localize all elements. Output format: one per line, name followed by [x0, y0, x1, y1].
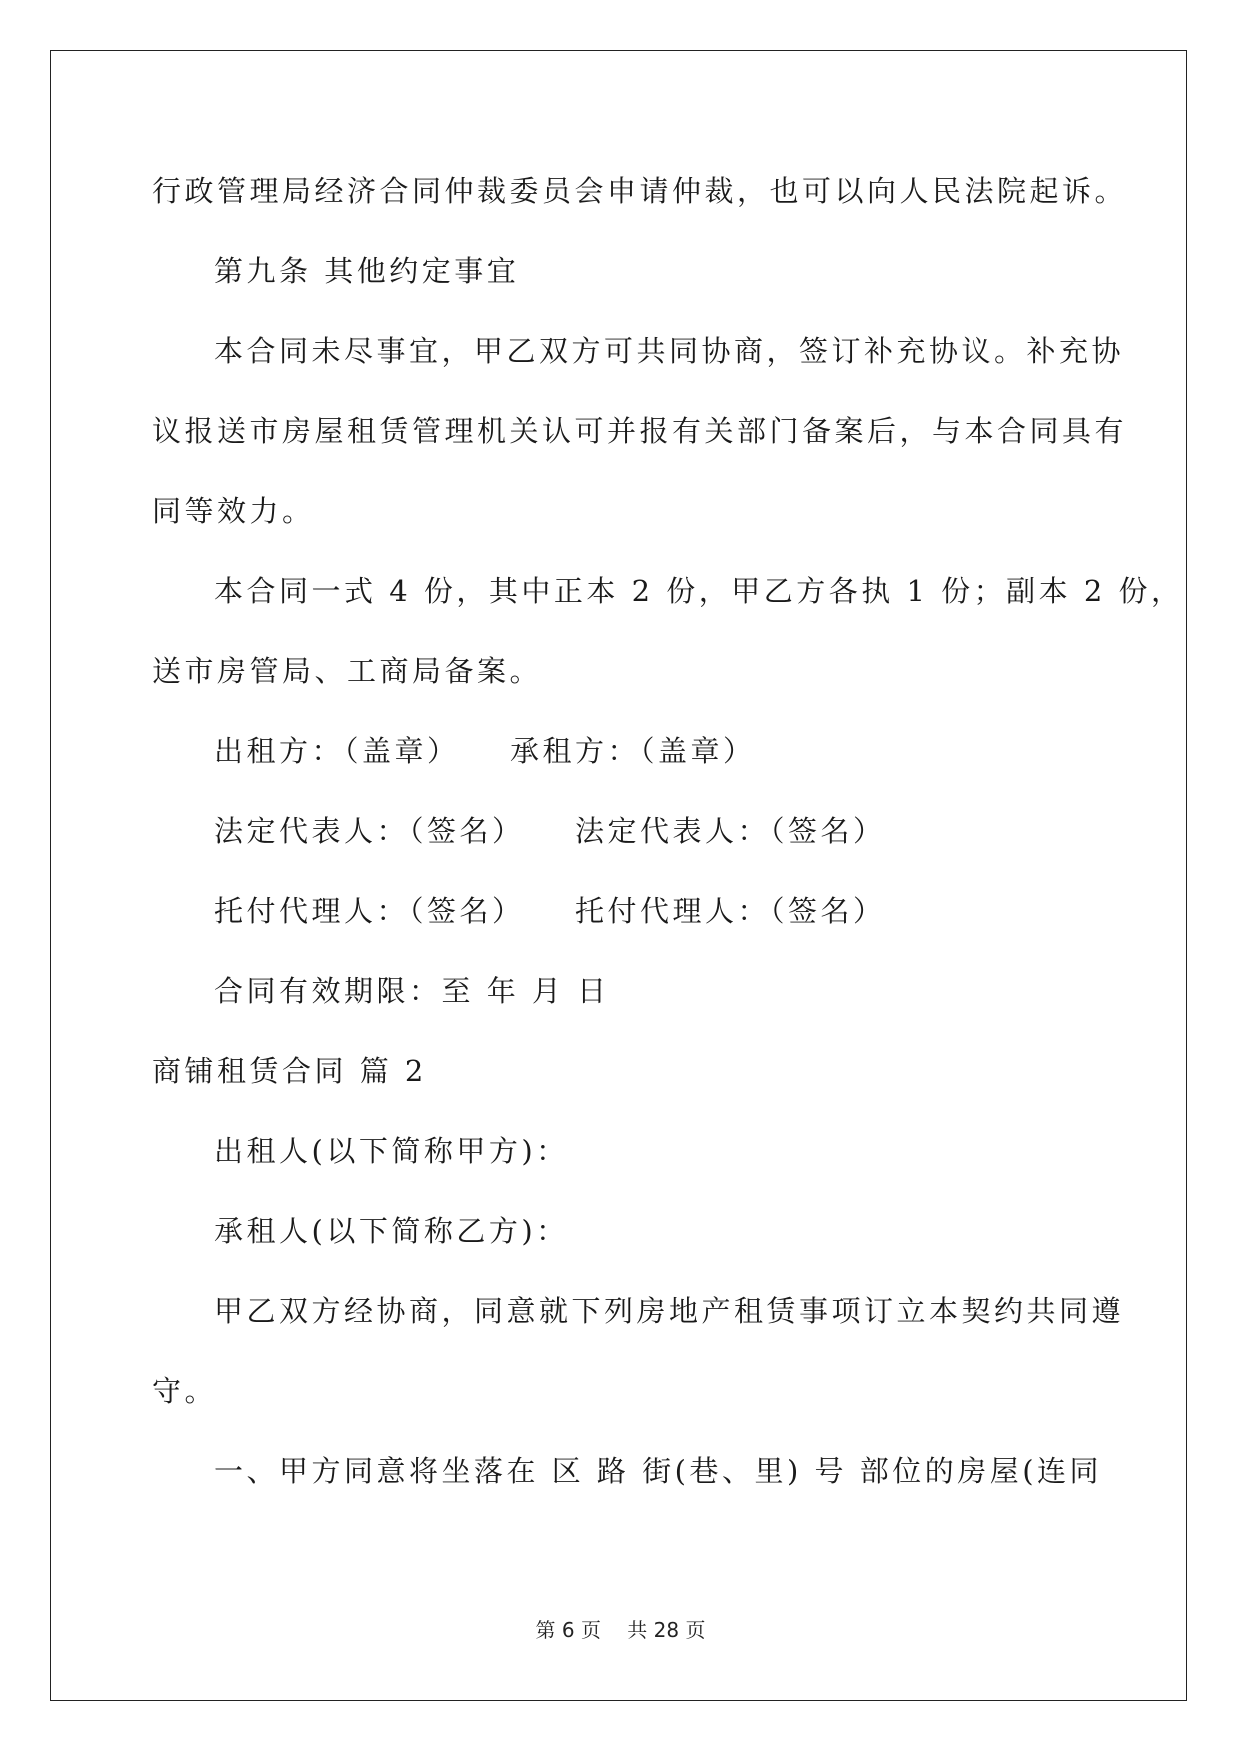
signature-line: 法定代表人：（签名） 法定代表人：（签名） [214, 814, 886, 848]
body-line: 一、甲方同意将坐落在 区 路 街(巷、里) 号 部位的房屋(连同 [214, 1454, 1103, 1488]
body-line: 本合同一式 4 份，其中正本 2 份，甲乙方各执 1 份；副本 2 份， [214, 574, 1184, 608]
signature-line: 出租方：（盖章） 承租方：（盖章） [214, 734, 756, 768]
body-line: 承租人(以下简称乙方)： [214, 1214, 569, 1248]
section-heading: 第九条 其他约定事宜 [214, 254, 520, 288]
body-line: 本合同未尽事宜，甲乙双方可共同协商，签订补充协议。补充协 [214, 334, 1125, 368]
body-line: 出租人(以下简称甲方)： [214, 1134, 569, 1168]
signature-line: 托付代理人：（签名） 托付代理人：（签名） [214, 894, 886, 928]
body-line: 守。 [152, 1374, 218, 1408]
page-number: 第 6 页 共 28 页 [535, 1618, 706, 1642]
body-line: 甲乙双方经协商，同意就下列房地产租赁事项订立本契约共同遵 [214, 1294, 1125, 1328]
document-heading: 商铺租赁合同 篇 2 [152, 1054, 427, 1088]
term-line: 合同有效期限：至 年 月 日 [214, 974, 610, 1008]
body-line: 送市房管局、工商局备案。 [152, 654, 543, 688]
body-line: 同等效力。 [152, 494, 315, 528]
body-line: 行政管理局经济合同仲裁委员会申请仲裁，也可以向人民法院起诉。 [152, 174, 1128, 208]
body-line: 议报送市房屋租赁管理机关认可并报有关部门备案后，与本合同具有 [152, 414, 1128, 448]
